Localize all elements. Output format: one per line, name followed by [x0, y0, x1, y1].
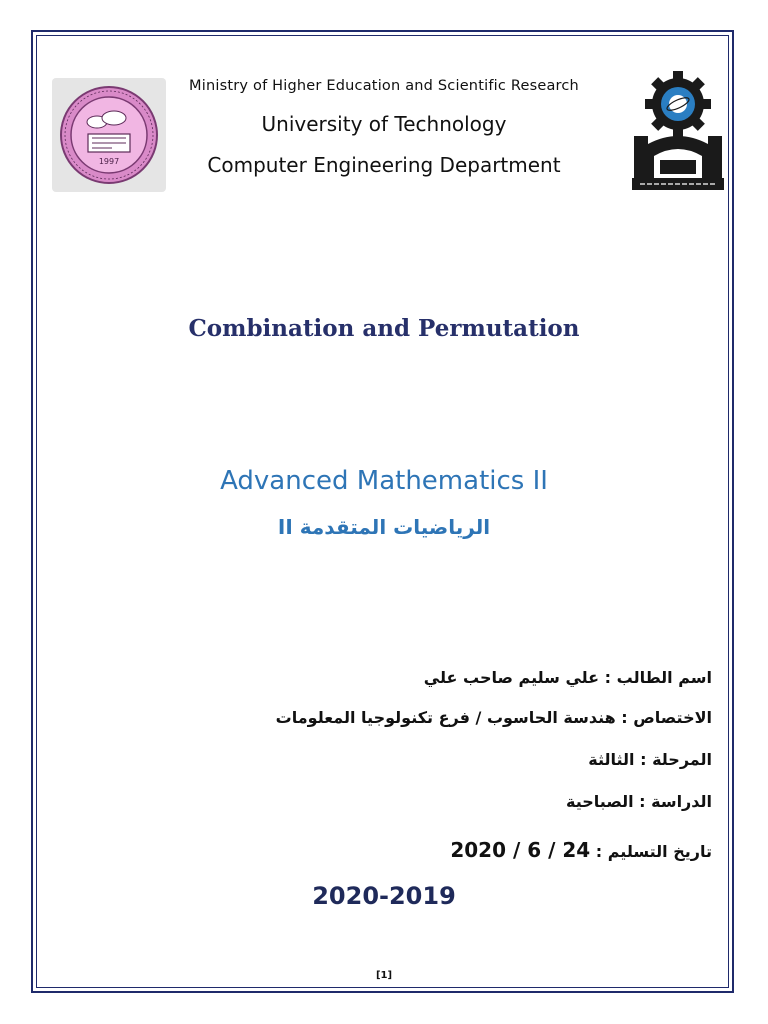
page-number: [1] [375, 970, 393, 981]
course-name-arabic: الرياضيات المتقدمة II [277, 515, 491, 539]
stage-line: المرحلة : الثالثة [588, 750, 712, 769]
university-name: University of Technology [261, 112, 507, 136]
department-name: Computer Engineering Department [207, 153, 561, 177]
study-type-line: الدراسة : الصباحية [566, 792, 712, 811]
student-name-line: اسم الطالب : علي سليم صاحب علي [423, 668, 712, 687]
course-name-english: Advanced Mathematics II [220, 466, 548, 496]
delivery-date-line [450, 838, 712, 862]
ministry-name: Ministry of Higher Education and Scientific Research [189, 78, 579, 94]
academic-year: 2020-2019 [312, 882, 456, 910]
delivery-date-label: تاريخ التسليم : [595, 842, 712, 861]
svg-text:1997: 1997 [98, 157, 120, 166]
specialization-line: الاختصاص : هندسة الحاسوب / فرع تكنولوجيا المعلومات [275, 708, 712, 727]
document-title: Combination and Permutation [188, 315, 580, 342]
delivery-date-value: 2020 / 6 / 24 [450, 838, 591, 862]
